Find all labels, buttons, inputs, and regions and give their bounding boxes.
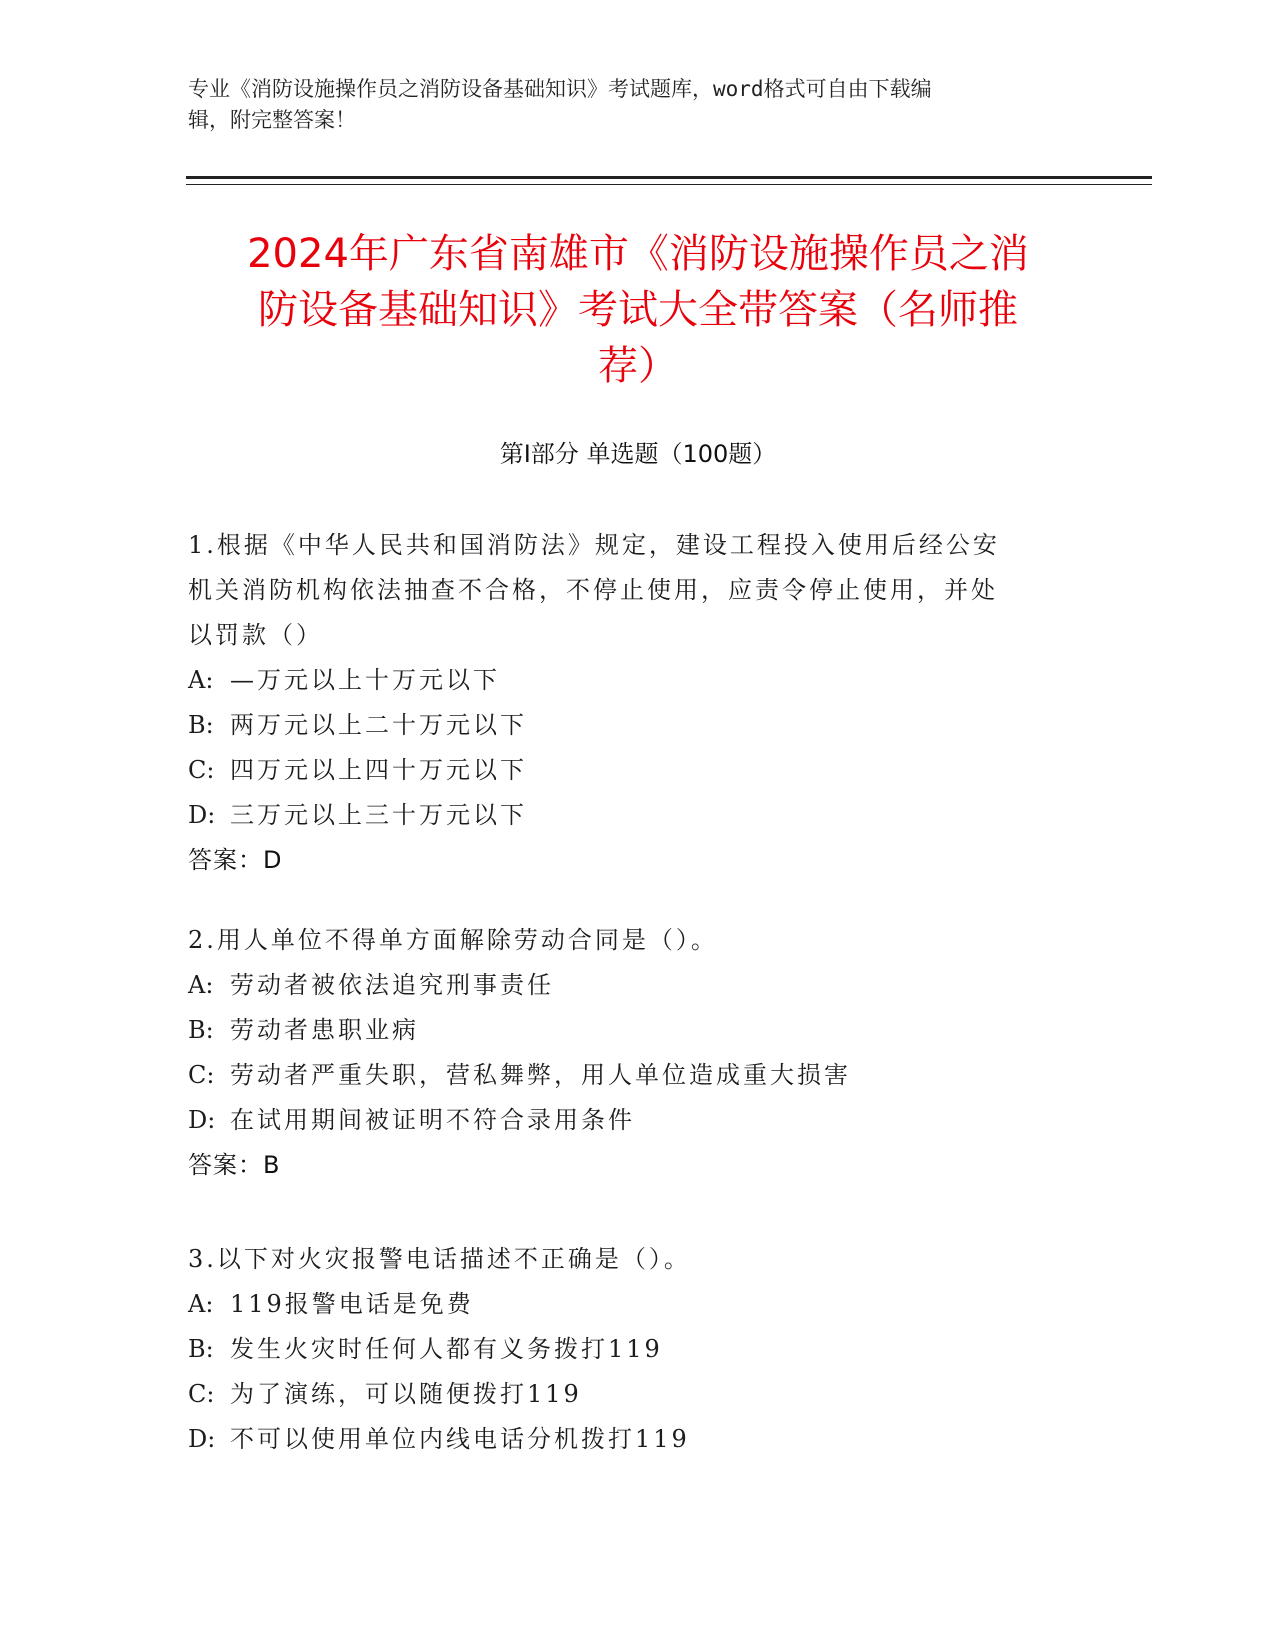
header-note-line: 辑，附完整答案！ (188, 108, 356, 132)
header-note (188, 74, 1068, 136)
option-key: D: (188, 801, 216, 829)
question-stem-line: 以罚款（） (188, 621, 323, 649)
option-key: A: (188, 971, 214, 999)
question-2 (188, 918, 1088, 1188)
question-stem-line: 机关消防机构依法抽查不合格，不停止使用，应责令停止使用，并处 (188, 576, 998, 604)
option-a (188, 1282, 1088, 1327)
header-divider-thin (186, 184, 1152, 185)
title-line: 2024年广东省南雄市《消防设施操作员之消 (247, 231, 1029, 277)
option-key: A: (188, 1290, 214, 1318)
option-text: 不可以使用单位内线电话分机拨打119 (230, 1425, 690, 1453)
question-3 (188, 1237, 1088, 1462)
document-title (186, 226, 1090, 394)
option-c (188, 1053, 1088, 1098)
option-text: 劳动者患职业病 (230, 1016, 419, 1044)
option-d (188, 1098, 1088, 1143)
question-1 (188, 523, 1088, 883)
option-key: D: (188, 1425, 216, 1453)
question-stem-line: 1.根据《中华人民共和国消防法》规定，建设工程投入使用后经公安 (188, 531, 1000, 559)
option-key: B: (188, 1335, 214, 1363)
option-text: 两万元以上二十万元以下 (230, 711, 527, 739)
answer-line: 答案：B (188, 1151, 281, 1179)
option-b (188, 1008, 1088, 1053)
option-key: C: (188, 1061, 215, 1089)
section-heading: 第Ⅰ部分 单选题（100题） (499, 440, 777, 468)
option-a (188, 658, 1088, 703)
option-key: C: (188, 1380, 215, 1408)
option-b (188, 1327, 1088, 1372)
option-text: 劳动者严重失职，营私舞弊，用人单位造成重大损害 (230, 1061, 851, 1089)
title-line: 荐） (598, 343, 678, 389)
option-text: 劳动者被依法追究刑事责任 (230, 971, 554, 999)
option-text: —万元以上十万元以下 (230, 666, 500, 694)
answer-line: 答案：D (188, 846, 283, 874)
option-key: B: (188, 711, 214, 739)
option-a (188, 963, 1088, 1008)
question-stem-line: 3.以下对火灾报警电话描述不正确是（）。 (188, 1245, 691, 1273)
title-line: 防设备基础知识》考试大全带答案（名师推 (258, 287, 1018, 333)
option-key: C: (188, 756, 215, 784)
option-text: 119报警电话是免费 (230, 1290, 474, 1318)
header-note-line: 专业《消防设施操作员之消防设备基础知识》考试题库，word格式可自由下载编 (188, 77, 932, 101)
header-divider-thick (186, 176, 1152, 179)
option-key: A: (188, 666, 214, 694)
option-key: D: (188, 1106, 216, 1134)
option-d (188, 1417, 1088, 1462)
option-text: 四万元以上四十万元以下 (230, 756, 527, 784)
option-c (188, 1372, 1088, 1417)
option-b (188, 703, 1088, 748)
option-text: 三万元以上三十万元以下 (230, 801, 527, 829)
option-d (188, 793, 1088, 838)
option-key: B: (188, 1016, 214, 1044)
option-text: 发生火灾时任何人都有义务拨打119 (230, 1335, 663, 1363)
option-c (188, 748, 1088, 793)
option-text: 在试用期间被证明不符合录用条件 (230, 1106, 635, 1134)
option-text: 为了演练，可以随便拨打119 (230, 1380, 582, 1408)
question-stem-line: 2.用人单位不得单方面解除劳动合同是（）。 (188, 926, 718, 954)
